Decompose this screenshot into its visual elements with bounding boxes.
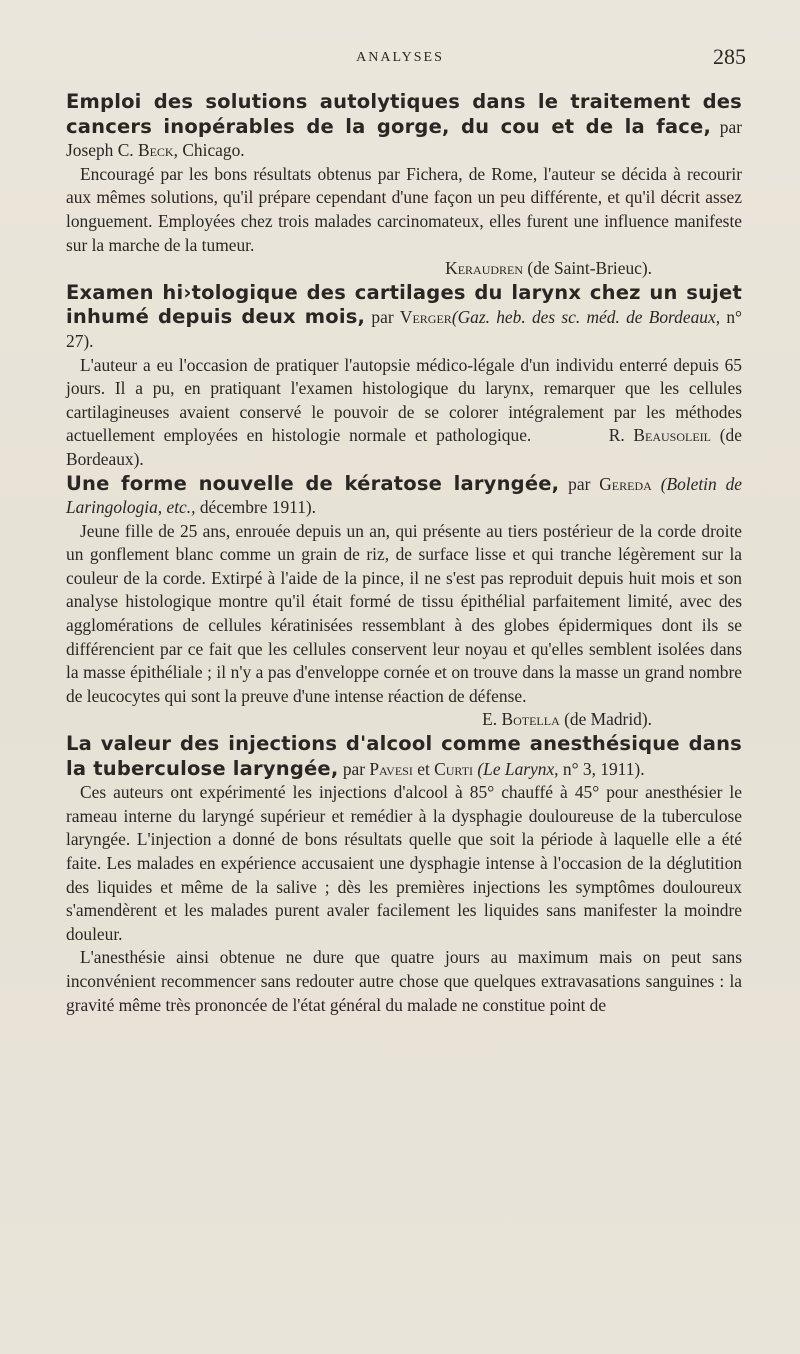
- article-paragraph: L'anesthésie ainsi obtenue ne dure que quatre jours au maximum mais on peut sans inconvénient recommencer sans redouter autre chose que quelques extravasations sanguines : la gravité même très prononcée de l'état général du malade ne constitue point de: [66, 947, 742, 1015]
- article-paragraph: Encouragé par les bons résultats obtenus par Fichera, de Rome, l'auteur se décida à recourir aux mêmes solutions, qu'il prépare cependant d'une façon un peu différente, et qu'il décrit assez longuement. Employées chez trois malades carcinomateux, elles furent une influence manifeste sur la marche de la tumeur.: [66, 163, 742, 255]
- article-headline: [66, 472, 742, 520]
- citation-prefix: par: [568, 473, 591, 494]
- article-alcohol-injections: [66, 732, 742, 1017]
- citation-source: (Le Larynx,: [477, 758, 559, 779]
- reviewer-name: Beausoleil: [633, 425, 712, 446]
- reviewer-place: (de Madrid).: [564, 709, 652, 730]
- citation-source: (Boletin de Laringologia, etc.,: [66, 473, 742, 518]
- article-title: La valeur des injections d'alcool comme anesthésique dans la tuberculose laryngée,: [66, 732, 742, 780]
- article-headline: [66, 281, 742, 354]
- page-number: 285: [713, 44, 746, 69]
- citation-conjunction: et: [417, 758, 430, 779]
- article-cartilage-histology: [66, 281, 742, 472]
- reviewer-name: Keraudren: [445, 258, 524, 279]
- citation-suffix: n° 27).: [66, 307, 742, 351]
- article-title: Une forme nouvelle de kératose laryngée,: [66, 471, 560, 495]
- reviewer-place: (de Bordeaux).: [66, 425, 742, 469]
- citation-prefix: par: [342, 758, 366, 779]
- citation-author: Pavesi: [369, 758, 413, 779]
- running-title: ANALYSES: [356, 50, 444, 65]
- citation-prefix: par Joseph C.: [66, 116, 742, 161]
- reviewer-initial: R.: [608, 425, 625, 446]
- article-autolytic-solutions: [66, 90, 742, 281]
- citation-suffix: décembre 1911).: [199, 497, 317, 518]
- citation-suffix: n° 3, 1911).: [562, 758, 645, 779]
- article-paragraph: [66, 354, 742, 472]
- article-laryngeal-keratosis: [66, 472, 742, 733]
- citation-author: Verger: [399, 307, 452, 328]
- article-headline: [66, 90, 742, 163]
- reviewer-signature: [66, 708, 742, 732]
- reviewer-place: (de Saint-Brieuc).: [527, 258, 652, 279]
- citation-author: Gereda: [599, 473, 652, 494]
- citation-source: (Gaz. heb. des sc. méd. de Bordeaux,: [451, 307, 721, 328]
- page-body: [66, 90, 742, 1017]
- article-paragraph: Ces auteurs ont expérimenté les injections d'alcool à 85° chauffé à 45° pour anesthésier le rameau interne du laryngé supérieur et remédier à la dysphagie douloureuse de la tuberculose laryngée. L'injection a donné de bons résultats quelle que soit la période à laquelle elle a été faite. Les malades en expérience accusaient une dysphagie intense à l'occasion de la déglutition des liquides et même de la salive ; dès les premières injections les symptômes douloureux s'amendèrent et les malades purent avaler facilement les liquides sans manifester la moindre douleur.: [66, 782, 742, 944]
- reviewer-initial: E.: [482, 709, 498, 730]
- article-title: Examen hi›tologique des cartilages du larynx chez un sujet inhumé depuis deux mois,: [66, 280, 742, 329]
- article-headline: [66, 732, 742, 781]
- reviewer-signature: [66, 257, 742, 281]
- article-title: Emploi des solutions autolytiques dans le traitement des cancers inopérables de la gorge, du cou et de la face,: [66, 90, 742, 138]
- citation-coauthor: Curti: [434, 758, 474, 779]
- running-head: [0, 44, 800, 74]
- citation-suffix: Chicago.: [182, 140, 245, 161]
- reviewer-name: Botella: [501, 709, 560, 730]
- paragraph-text: L'auteur a eu l'occasion de pratiquer l'autopsie médico-légale d'un individu enterré depuis 65 jours. Il a pu, en pratiquant l'examen histologique du larynx, remarquer que les cellules cartilagineuses avaient conservé le pouvoir de se colorer intégralement par les méthodes actuellement employées en histologie normale et pathologique.: [66, 354, 742, 446]
- citation-prefix: par: [371, 307, 394, 328]
- article-paragraph: Jeune fille de 25 ans, enrouée depuis un an, qui présente au tiers postérieur de la corde droite un gonflement blanc comme un grain de riz, de surface lisse et qui tranche légèrement sur la couleur de la corde. Extirpé à l'aide de la pince, il ne s'est pas reproduit depuis huit mois et son analyse histologique montre qu'il était formé de tissu épithélial parfaitement limité, avec des agglomérations de cellules kératinisées ressemblant à des globes épidermiques dont ils se différencient par ce fait que les cellules conservent leur noyau et qu'elles semblent isolées dans la masse épithéliale ; il n'y a pas d'enveloppe cornée et on trouve dans la masse un grand nombre de leucocytes qui sont la preuve d'une intense réaction de défense.: [66, 520, 742, 706]
- citation-author: Beck,: [138, 140, 178, 161]
